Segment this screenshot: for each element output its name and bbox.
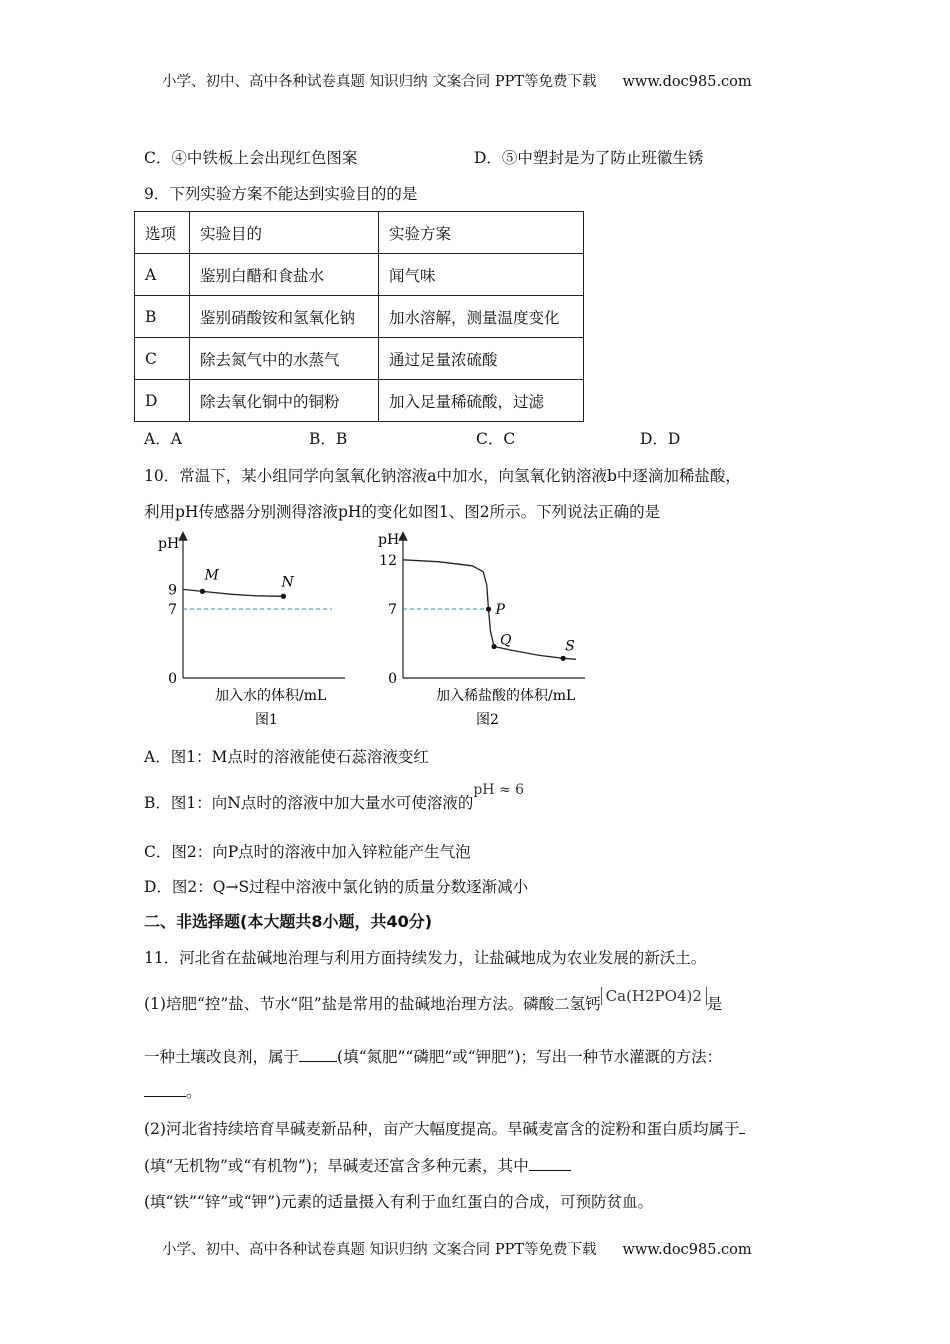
page-header [162, 70, 752, 91]
q9-table [134, 211, 584, 422]
ph-formula: pH ≈ 6 [473, 782, 525, 798]
table-row [135, 254, 584, 296]
chart-figure-1 [150, 528, 370, 738]
header-text: 小学、初中、高中各种试卷真题 知识归纳 文案合同 PPT等免费下载 [162, 74, 597, 90]
table-cell: 加水溶解，测量温度变化 [379, 296, 584, 338]
table-cell: 鉴别白醋和食盐水 [190, 254, 379, 296]
q10-stem-line2: 利用pH传感器分别测得溶液pH的变化如图1、图2所示。下列说法正确的是 [144, 503, 661, 521]
answer-blank-2[interactable] [144, 1082, 186, 1097]
table-header-cell: 选项 [135, 212, 190, 254]
footer-text: 小学、初中、高中各种试卷真题 知识归纳 文案合同 PPT等免费下载 [162, 1242, 597, 1258]
table-cell: 通过足量浓硫酸 [379, 338, 584, 380]
data-point-P [486, 606, 491, 611]
table-cell: 除去氧化铜中的铜粉 [190, 380, 379, 422]
q9-answer-a: A．A [144, 430, 182, 448]
table-cell: 鉴别硝酸铵和氢氧化钠 [190, 296, 379, 338]
y-tick-label: 7 [388, 602, 397, 619]
q11-stem: 11．河北省在盐碱地治理与利用方面持续发力，让盐碱地成为农业发展的新沃土。 [144, 949, 707, 967]
data-point-M [200, 589, 205, 594]
q9-answer-c: C．C [476, 430, 516, 448]
x-axis-label: 加入水的体积/mL [215, 688, 327, 704]
q11-part1-text: (1)培肥“控”盐、节水“阻”盐是常用的盐碱地治理方法。磷酸二氢钙 [144, 995, 601, 1013]
answer-blank-4[interactable] [529, 1156, 571, 1171]
table-header-row [135, 212, 584, 254]
q10-option-a: A．图1：M点时的溶液能使石蕊溶液变红 [144, 748, 429, 766]
q9-stem: 9．下列实验方案不能达到实验目的的是 [144, 185, 418, 203]
y-tick-label: 0 [168, 671, 177, 687]
y-axis-label: pH [158, 536, 180, 552]
point-label: S [565, 638, 575, 655]
q11-part1-line3 [144, 1080, 202, 1102]
x-axis-label: 加入稀盐酸的体积/mL [436, 688, 576, 704]
q9-answer-b: B．B [309, 430, 348, 448]
table-cell: 加入足量稀硫酸，过滤 [379, 380, 584, 422]
chart-title: 图2 [476, 712, 499, 728]
y-tick-label: 9 [168, 582, 177, 599]
table-cell: A [135, 254, 190, 296]
answer-blank-1[interactable] [299, 1047, 337, 1062]
q8-option-c: C．④中铁板上会出现红色图案 [144, 149, 358, 167]
footer-url[interactable]: www.doc985.com [622, 1242, 752, 1258]
series-line [183, 589, 283, 596]
chart-title: 图1 [255, 712, 278, 728]
q11-part1-text-end: 是 [706, 995, 723, 1013]
table-row [135, 296, 584, 338]
q11-part1-text-2: 一种土壤改良剂，属于 [144, 1048, 300, 1066]
q11-part1-text-3: (填“氮肥”“磷肥”或“钾肥”)；写出一种节水灌溉的方法： [337, 1048, 723, 1066]
y-axis-label: pH [378, 532, 400, 548]
table-cell: 闻气味 [379, 254, 584, 296]
q10-option-b [144, 782, 525, 813]
y-tick-label: 12 [379, 552, 397, 569]
table-cell: 除去氮气中的水蒸气 [190, 338, 379, 380]
table-cell: B [135, 296, 190, 338]
table-row [135, 380, 584, 422]
data-point-S [561, 656, 566, 661]
page-footer [162, 1238, 752, 1259]
q11-part2-line1 [144, 1117, 745, 1139]
data-point-N [281, 594, 286, 599]
q10-option-d: D．图2：Q→S过程中溶液中氯化钠的质量分数逐渐减小 [144, 878, 529, 896]
chart-figure-2 [370, 528, 610, 738]
q11-part1-line2 [144, 1045, 722, 1067]
q10-stem-line1: 10．常温下，某小组同学向氢氧化钠溶液a中加水，向氢氧化钠溶液b中逐滴加稀盐酸， [144, 467, 741, 485]
q10-option-c: C．图2：向P点时的溶液中加入锌粒能产生气泡 [144, 843, 471, 861]
q8-option-d: D．⑤中塑封是为了防止班徽生锈 [474, 149, 704, 167]
table-cell: D [135, 380, 190, 422]
y-tick-label: 7 [168, 602, 177, 619]
q11-part1-line1 [144, 987, 723, 1014]
y-tick-label: 0 [388, 671, 397, 687]
point-label: P [495, 602, 505, 619]
q11-part2-line3: (填“铁”“锌”或“钾”)元素的适量摄入有利于血红蛋白的合成，可预防贫血。 [144, 1193, 654, 1211]
table-header-cell: 实验方案 [379, 212, 584, 254]
point-label: M [204, 567, 219, 584]
q11-part2-line2 [144, 1154, 571, 1176]
formula-ca-h2po4-2: Ca(H2PO4)2 [601, 987, 707, 1005]
point-label: Q [500, 632, 512, 649]
header-url[interactable]: www.doc985.com [622, 74, 752, 90]
point-label: N [281, 574, 294, 591]
q11-part2-text: (2)河北省持续培育旱碱麦新品种，亩产大幅度提高。旱碱麦富含的淀粉和蛋白质均属于 [144, 1120, 740, 1138]
q11-part2-text-2: (填“无机物”或“有机物”)；旱碱麦还富含多种元素，其中 [144, 1157, 529, 1175]
section-title: 二、非选择题(本大题共8小题，共40分) [144, 912, 433, 931]
answer-blank-3[interactable] [739, 1119, 745, 1134]
q9-answer-d: D．D [640, 430, 681, 448]
data-point-Q [491, 644, 496, 649]
table-row [135, 338, 584, 380]
table-cell: C [135, 338, 190, 380]
table-header-cell: 实验目的 [190, 212, 379, 254]
q10-option-b-text: B．图1：向N点时的溶液中加大量水可使溶液的 [144, 794, 474, 812]
q11-part1-period: 。 [186, 1083, 202, 1101]
